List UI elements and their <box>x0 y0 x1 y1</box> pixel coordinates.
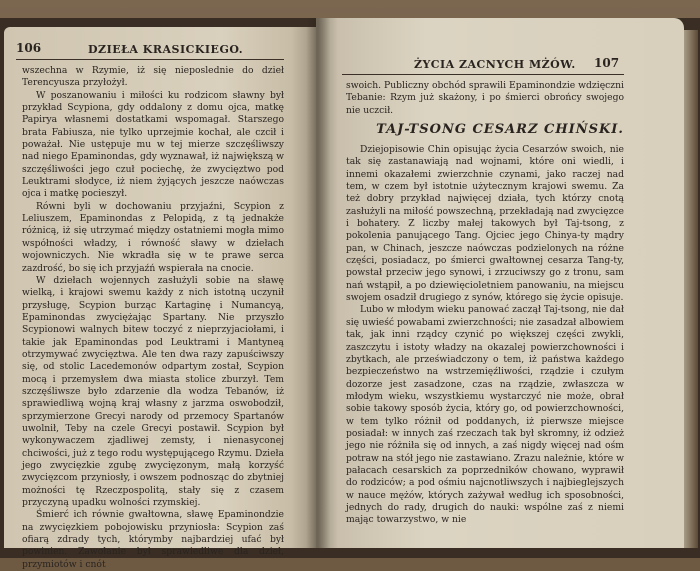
left-paragraph-4: W dziełach wojennych zasłużyli sobie na sławę wielką, i krajowi swemu każdy z nich istotną uczynił przysługę, Scypion burząc Kartaginę i Numancyą, Epaminondas zwyciężając Spartany. Nie przyszło Scypionowi walnych bitew toczyć z nieprzyjaciołami, i takie jak Epaminondas pod Leuktrami i Mantyneą otrzymywać zwycięztwa. Ale ten dwa razy zapuściwszy się, od stolic Lacedemonów odpartym został, Scypion mocą i przemysłem dwa miasta stolice zburzył. Tem szczęśliwsze było zdarzenie dla wodza Tebanów, iż sprawiedliwą wojną kraj własny z jarzma oswobodził, sprzymierzone Grecyi narody od przemocy Spartanów uwolnił, Teby na czele Grecyi postawił. Scypion był wykonywaczem zjadliwej zemsty, i nienasyconej chciwości, już z tego rodu występującego Rzymu. Dzieła jego zwycięzkie zgubę zwycięzonym, małą korzyść zwycięzcom przyniosły, i owszem podnosząc do zbytniej możności tę Rzeczpospolitą, stały się z czasem przyczyną upadku wolności rzymskiej. <box>22 274 284 509</box>
right-page-number: 107 <box>594 56 620 70</box>
left-page-number: 106 <box>16 41 42 55</box>
left-paragraph-2: W poszanowaniu i miłości ku rodzicom sławny był przykład Scypiona, gdy oddalony z domu ojca, matkę Papirya własnemi dostatkami wspomagał. Starszego brata Fabiusza, nie tylko uprzejmie kochał, ale czcił i poważał. Nie ustępuje mu w tej mierze szczęśliwszy nad niego Epaminondas, gdy wyznawał, iż największą w szczęśliwości jego czuł pociechę, że zwycięztwo pod Leuktrami słodyce, iż niem żyjących jeszcze naówczas ojca i matkę pocieszył. <box>22 89 284 200</box>
right-header-rule <box>342 74 624 75</box>
book-gutter <box>306 18 330 548</box>
left-body-text <box>22 65 284 571</box>
right-body-text <box>346 144 624 527</box>
left-page <box>4 27 316 570</box>
right-paragraph-2: Lubo w młodym wieku panować zaczął Taj-tsong, nie dał się uwieść powabami zwierzchności; nie zasadzał albowiem tak, jak inni rządcy czynić po większej części zwykli, zaszczytu i istoty władzy na okazalej powierzchowności i zbytkach, ale przeświadczony o tem, iż państwa każdego bezpieczeństwo na wstrzemięźliwości, rządzie i czułym dozorze jest zasadzone, czas na rządzie, zwłaszcza w młodym wieku, wszystkiemu wystarczyć nie może, obrał sobie takowy sposób życia, który go, od powierzchowności, w tem tylko różnił od poddanych, iż pierwsze miejsce posiadał: w innych zaś rzeczach tak był skromny, iż odzież jego nie różniła się od innych, a zaś nigdy więcej nad ośm potraw na stół jego nie zastawiano. Zrazu należnie, które w pałacach cesarskich za poprzedników chowano, wyprawił do rodziców; a pod ośmiu najcnotliwszych i najbieglejszych w nauce mężów, których zażywał według ich sposobności, jednych do rady, drugich do nauki: wspólne zaś z niemi mając towarzystwo, w nie <box>346 304 624 526</box>
left-paragraph-3: Równi byli w dochowaniu przyjaźni, Scypion z Leliuszem, Epaminondas z Pelopidą, z tą jednakże różnicą, iż się utrzymać między ostatniemi mogła mimo współności władzy, i równość sławy w dziełach wojowniczych. Nie wkradła się w te prawe serca zazdrość, bo się ich przyjaźń wspierała na cnocie. <box>22 200 284 274</box>
right-opening-paragraph: swoich. Publiczny obchód sprawili Epaminondzie wdzięczni Tebanie: Rzym już skażony, i po śmierci obrońcy swojego nie uczcił. <box>346 80 624 116</box>
right-opening-text <box>346 80 624 117</box>
left-header-rule <box>16 59 284 60</box>
left-paragraph-1: wszechna w Rzymie, iż się nieposlednie do dzieł Terencyusza przyłożył. <box>22 65 284 89</box>
chapter-title: TAJ-TSONG CESARZ CHIŃSKI. <box>376 122 624 137</box>
right-running-head: ŻYCIA ZACNYCH MŻÓW. <box>414 58 576 71</box>
right-page <box>316 18 684 548</box>
left-paragraph-5: Śmierć ich równie gwałtowna, sławę Epaminondzie na zwycięzkiem pobojowisku przyniosła: Scypion zaś ofiarą zdrady tych, którymby najbardziej ufać był powinien. Zawołanie był sprawiedliwe dla dzieł, przymiotów i cnót <box>22 509 284 570</box>
left-running-head: DZIEŁA KRASICKIEGO. <box>88 43 244 56</box>
right-paragraph-1: Dziejopisowie Chin opisując życia Cesarzów swoich, nie tak się zastanawiają nad wojnami, które oni wiedli, i innemi okazałemi zwierzchnie czynami, jako raczej nad tem, w czem był istotnie użytecznym krajowi swemu. Za też dobry przykład najwięcej działa, tych którzy cnotą zasłużyli na miłość powszechną, przekładają nad zwycięzce i bohatery. Z liczby małej takowych był Taj-tsong, z pokolenia panującego Tang. Ojciec jego Chinya-ty mądry pan, w Chinach, jeszcze naówczas podzielonych na różne części, posiadacz, po śmierci gwałtownej cesarza Tang-ty, powstał przeciw jego synowi, i zrzuciwszy go z tronu, sam nań wstąpił, a po dziewięcioletniem panowaniu, na miejscu swojem osadził drugiego z synów, którego się życie opisuje. <box>346 144 624 304</box>
page-edges <box>684 30 698 548</box>
